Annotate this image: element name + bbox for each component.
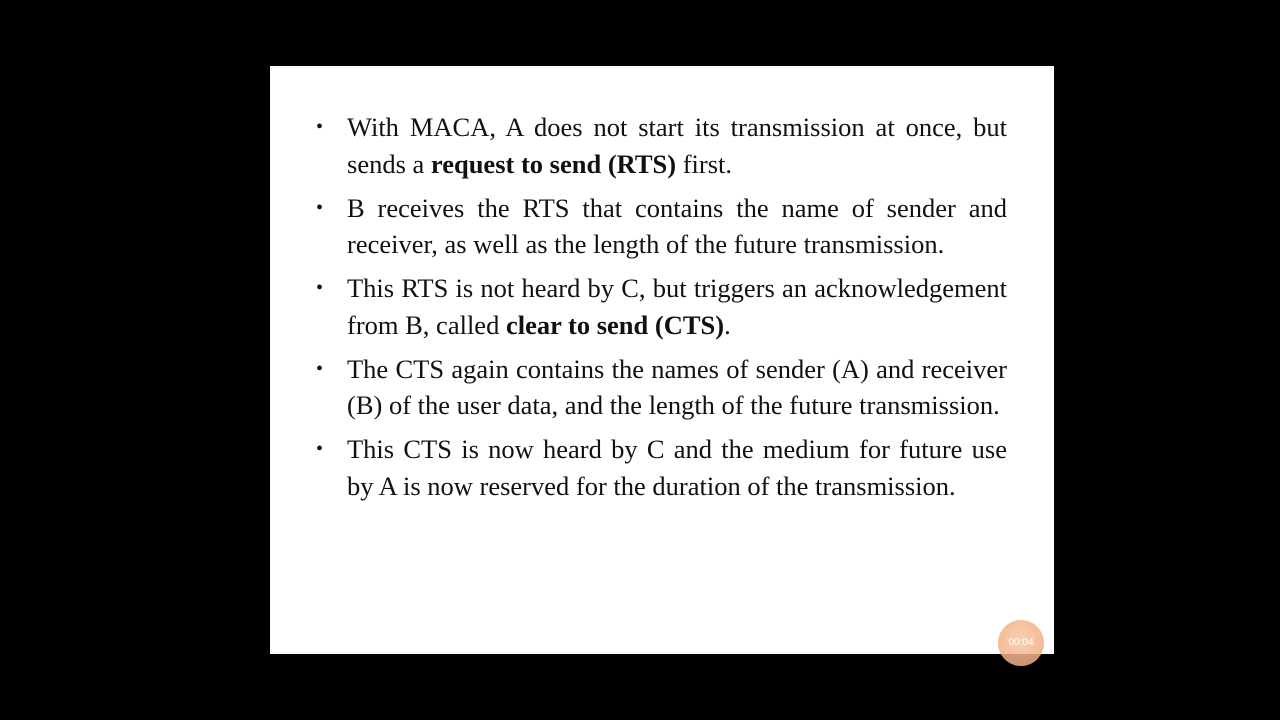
bullet-item — [316, 270, 1007, 343]
bullet-dot: • — [316, 116, 324, 138]
bullet-text: The CTS again contains the names of sender (A) and receiver (B) of the user data, and the length of the future transmission. — [347, 353, 1007, 420]
bullet-text: This CTS is now heard by C and the medium for future use by A is now reserved for the duration of the transmission. — [347, 434, 1007, 501]
bullet-item — [316, 109, 1007, 182]
bullet-text: This RTS is not heard by C, but triggers an acknowledgement from B, called — [347, 273, 1007, 340]
bullet-text: B receives the RTS that contains the name of sender and receiver, as well as the length of the future transmission. — [347, 192, 1007, 259]
bullet-dot: • — [316, 277, 324, 299]
bullet-text: first. — [676, 148, 733, 179]
timer-label: 00:04 — [1008, 637, 1034, 648]
bullet-dot: • — [316, 438, 324, 460]
bullet-list — [316, 109, 1007, 512]
bullet-bold-term: request to send (RTS) — [430, 148, 677, 179]
bullet-dot: • — [316, 196, 324, 219]
bullet-text: . — [724, 309, 731, 340]
bullet-item — [316, 351, 1007, 424]
bullet-item — [316, 190, 1007, 263]
timer-badge — [998, 620, 1044, 666]
bullet-dot: • — [316, 357, 324, 380]
bullet-bold-term: clear to send (CTS) — [505, 309, 725, 340]
slide — [270, 66, 1054, 654]
bullet-item — [316, 431, 1007, 504]
bullet-text: With MACA, A does not start its transmission at once, but sends a — [347, 112, 1007, 179]
